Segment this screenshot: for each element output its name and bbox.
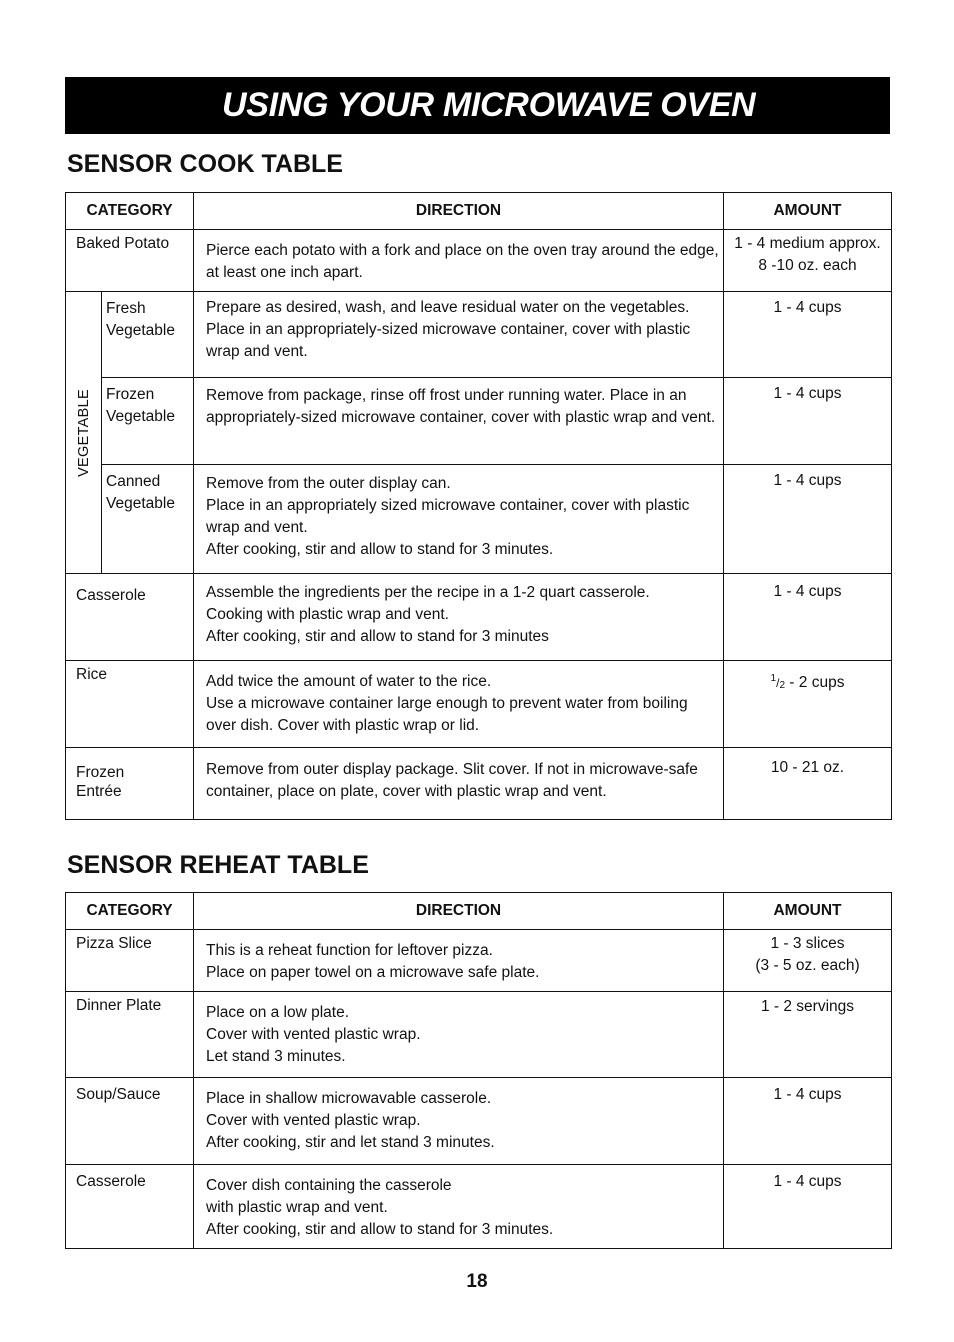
amount-cell <box>724 1078 892 1165</box>
amount-line: 8 -10 oz. each <box>758 257 857 274</box>
direction-line: Place on a low plate. <box>206 1004 350 1021</box>
direction-cell <box>194 992 724 1078</box>
direction-line: After cooking, stir and allow to stand for 3 minutes. <box>206 541 554 558</box>
vegetable-group-cell <box>66 292 102 574</box>
direction-line: Cover dish containing the casserole <box>206 1177 452 1194</box>
category-cell: Casserole <box>66 1165 194 1249</box>
direction-cell <box>194 292 724 378</box>
amount-line: 1 - 4 cups <box>773 1086 842 1103</box>
table-row <box>66 930 892 992</box>
amount-cell <box>724 992 892 1078</box>
direction-line: Prepare as desired, wash, and leave residual water on the vegetables. Place in an appropriately-sized microwave container, cover with plastic wrap and vent. <box>206 299 691 360</box>
category-line: Vegetable <box>106 408 175 425</box>
direction-cell <box>194 1078 724 1165</box>
direction-line: This is a reheat function for leftover pizza. <box>206 942 493 959</box>
category-cell <box>102 292 194 378</box>
category-cell <box>102 465 194 574</box>
column-header-category: CATEGORY <box>66 893 194 930</box>
table-row <box>66 230 892 292</box>
fraction-numerator: 1 <box>770 673 777 684</box>
direction-line: Use a microwave container large enough to prevent water from boiling over dish. Cover with plastic wrap or lid. <box>206 695 688 734</box>
direction-cell <box>194 465 724 574</box>
amount-line: (3 - 5 oz. each) <box>755 957 860 974</box>
direction-line: Add twice the amount of water to the rice. <box>206 673 492 690</box>
category-line: Vegetable <box>106 495 175 512</box>
amount-line: 10 - 21 oz. <box>770 759 845 776</box>
table-row <box>66 574 892 661</box>
table-row <box>66 1165 892 1249</box>
table-row <box>66 992 892 1078</box>
category-cell: Pizza Slice <box>66 930 194 992</box>
amount-cell <box>724 1165 892 1249</box>
direction-line: Place in shallow microwavable casserole. <box>206 1090 492 1107</box>
direction-line: with plastic wrap and vent. <box>206 1199 388 1216</box>
table-header-row <box>66 893 892 930</box>
sensor-reheat-title: SENSOR REHEAT TABLE <box>67 851 369 879</box>
amount-line: 1 - 4 cups <box>773 299 842 316</box>
amount-line: 1 - 4 cups <box>773 472 842 489</box>
vegetable-group-label: VEGETABLE <box>75 388 92 477</box>
amount-line: 1 - 4 cups <box>773 385 842 402</box>
table-header-row <box>66 193 892 230</box>
table-row <box>66 1078 892 1165</box>
category-line: Frozen <box>76 764 125 781</box>
category-cell <box>66 748 194 820</box>
direction-line: After cooking, stir and allow to stand for 3 minutes. <box>206 1221 554 1238</box>
page-header-banner <box>65 77 890 134</box>
column-header-direction: DIRECTION <box>194 193 724 230</box>
page-number: 18 <box>466 1271 488 1292</box>
amount-cell <box>724 378 892 465</box>
direction-line: Let stand 3 minutes. <box>206 1048 346 1065</box>
amount-cell <box>724 230 892 292</box>
amount-line: 1 - 4 cups <box>773 583 842 600</box>
direction-cell <box>194 748 724 820</box>
category-cell: Dinner Plate <box>66 992 194 1078</box>
direction-line: Place on paper towel on a microwave safe plate. <box>206 964 540 981</box>
category-cell: Rice <box>66 661 194 748</box>
column-header-amount: AMOUNT <box>724 193 892 230</box>
direction-line: Remove from outer display package. Slit cover. If not in microwave-safe container, place on plate, cover with plastic wrap and vent. <box>206 761 698 800</box>
direction-line: Remove from package, rinse off frost under running water. Place in an appropriately-sized microwave container, cover with plastic wrap and vent. <box>206 387 716 426</box>
category-cell: Soup/Sauce <box>66 1078 194 1165</box>
direction-line: Cooking with plastic wrap and vent. <box>206 606 449 623</box>
category-line: Fresh <box>106 300 146 317</box>
amount-line: 1 - 4 cups <box>773 1173 842 1190</box>
amount-line: - 2 cups <box>785 674 845 691</box>
category-line: Vegetable <box>106 322 175 339</box>
category-line: Entrée <box>76 783 122 800</box>
amount-line: 1 - 4 medium approx. <box>734 235 881 252</box>
category-cell: Baked Potato <box>66 230 194 292</box>
category-line: Canned <box>106 473 161 490</box>
direction-cell <box>194 574 724 661</box>
fraction-slash: / <box>776 676 780 690</box>
column-header-amount: AMOUNT <box>724 893 892 930</box>
amount-cell <box>724 465 892 574</box>
table-row <box>66 378 892 465</box>
direction-cell <box>194 930 724 992</box>
amount-cell <box>724 661 892 748</box>
direction-cell <box>194 230 724 292</box>
table-row <box>66 292 892 378</box>
amount-cell <box>724 930 892 992</box>
sensor-reheat-table <box>65 892 892 1249</box>
amount-cell <box>724 748 892 820</box>
amount-line: 1 - 2 servings <box>760 998 855 1015</box>
direction-cell <box>194 378 724 465</box>
table-row <box>66 748 892 820</box>
column-header-category: CATEGORY <box>66 193 194 230</box>
sensor-cook-table <box>65 192 892 820</box>
table-row <box>66 661 892 748</box>
category-cell <box>102 378 194 465</box>
direction-line: Pierce each potato with a fork and place on the oven tray around the edge, at least one inch apart. <box>206 242 719 281</box>
direction-line: Remove from the outer display can. <box>206 475 451 492</box>
column-header-direction: DIRECTION <box>194 893 724 930</box>
table-row <box>66 465 892 574</box>
amount-cell <box>724 574 892 661</box>
sensor-cook-title: SENSOR COOK TABLE <box>67 150 343 178</box>
category-line: Frozen <box>106 386 155 403</box>
direction-cell <box>194 661 724 748</box>
direction-line: Place in an appropriately sized microwave container, cover with plastic wrap and vent. <box>206 497 690 536</box>
category-cell: Casserole <box>66 574 194 661</box>
amount-cell <box>724 292 892 378</box>
direction-line: Cover with vented plastic wrap. <box>206 1026 421 1043</box>
direction-line: After cooking, stir and allow to stand for 3 minutes <box>206 628 549 645</box>
direction-line: After cooking, stir and let stand 3 minutes. <box>206 1134 495 1151</box>
amount-line: 1 - 3 slices <box>770 935 845 952</box>
page-title: USING YOUR MICROWAVE OVEN <box>222 86 756 124</box>
direction-line: Cover with vented plastic wrap. <box>206 1112 421 1129</box>
direction-cell <box>194 1165 724 1249</box>
fraction-denominator: 2 <box>779 680 785 691</box>
direction-line: Assemble the ingredients per the recipe in a 1-2 quart casserole. <box>206 584 650 601</box>
